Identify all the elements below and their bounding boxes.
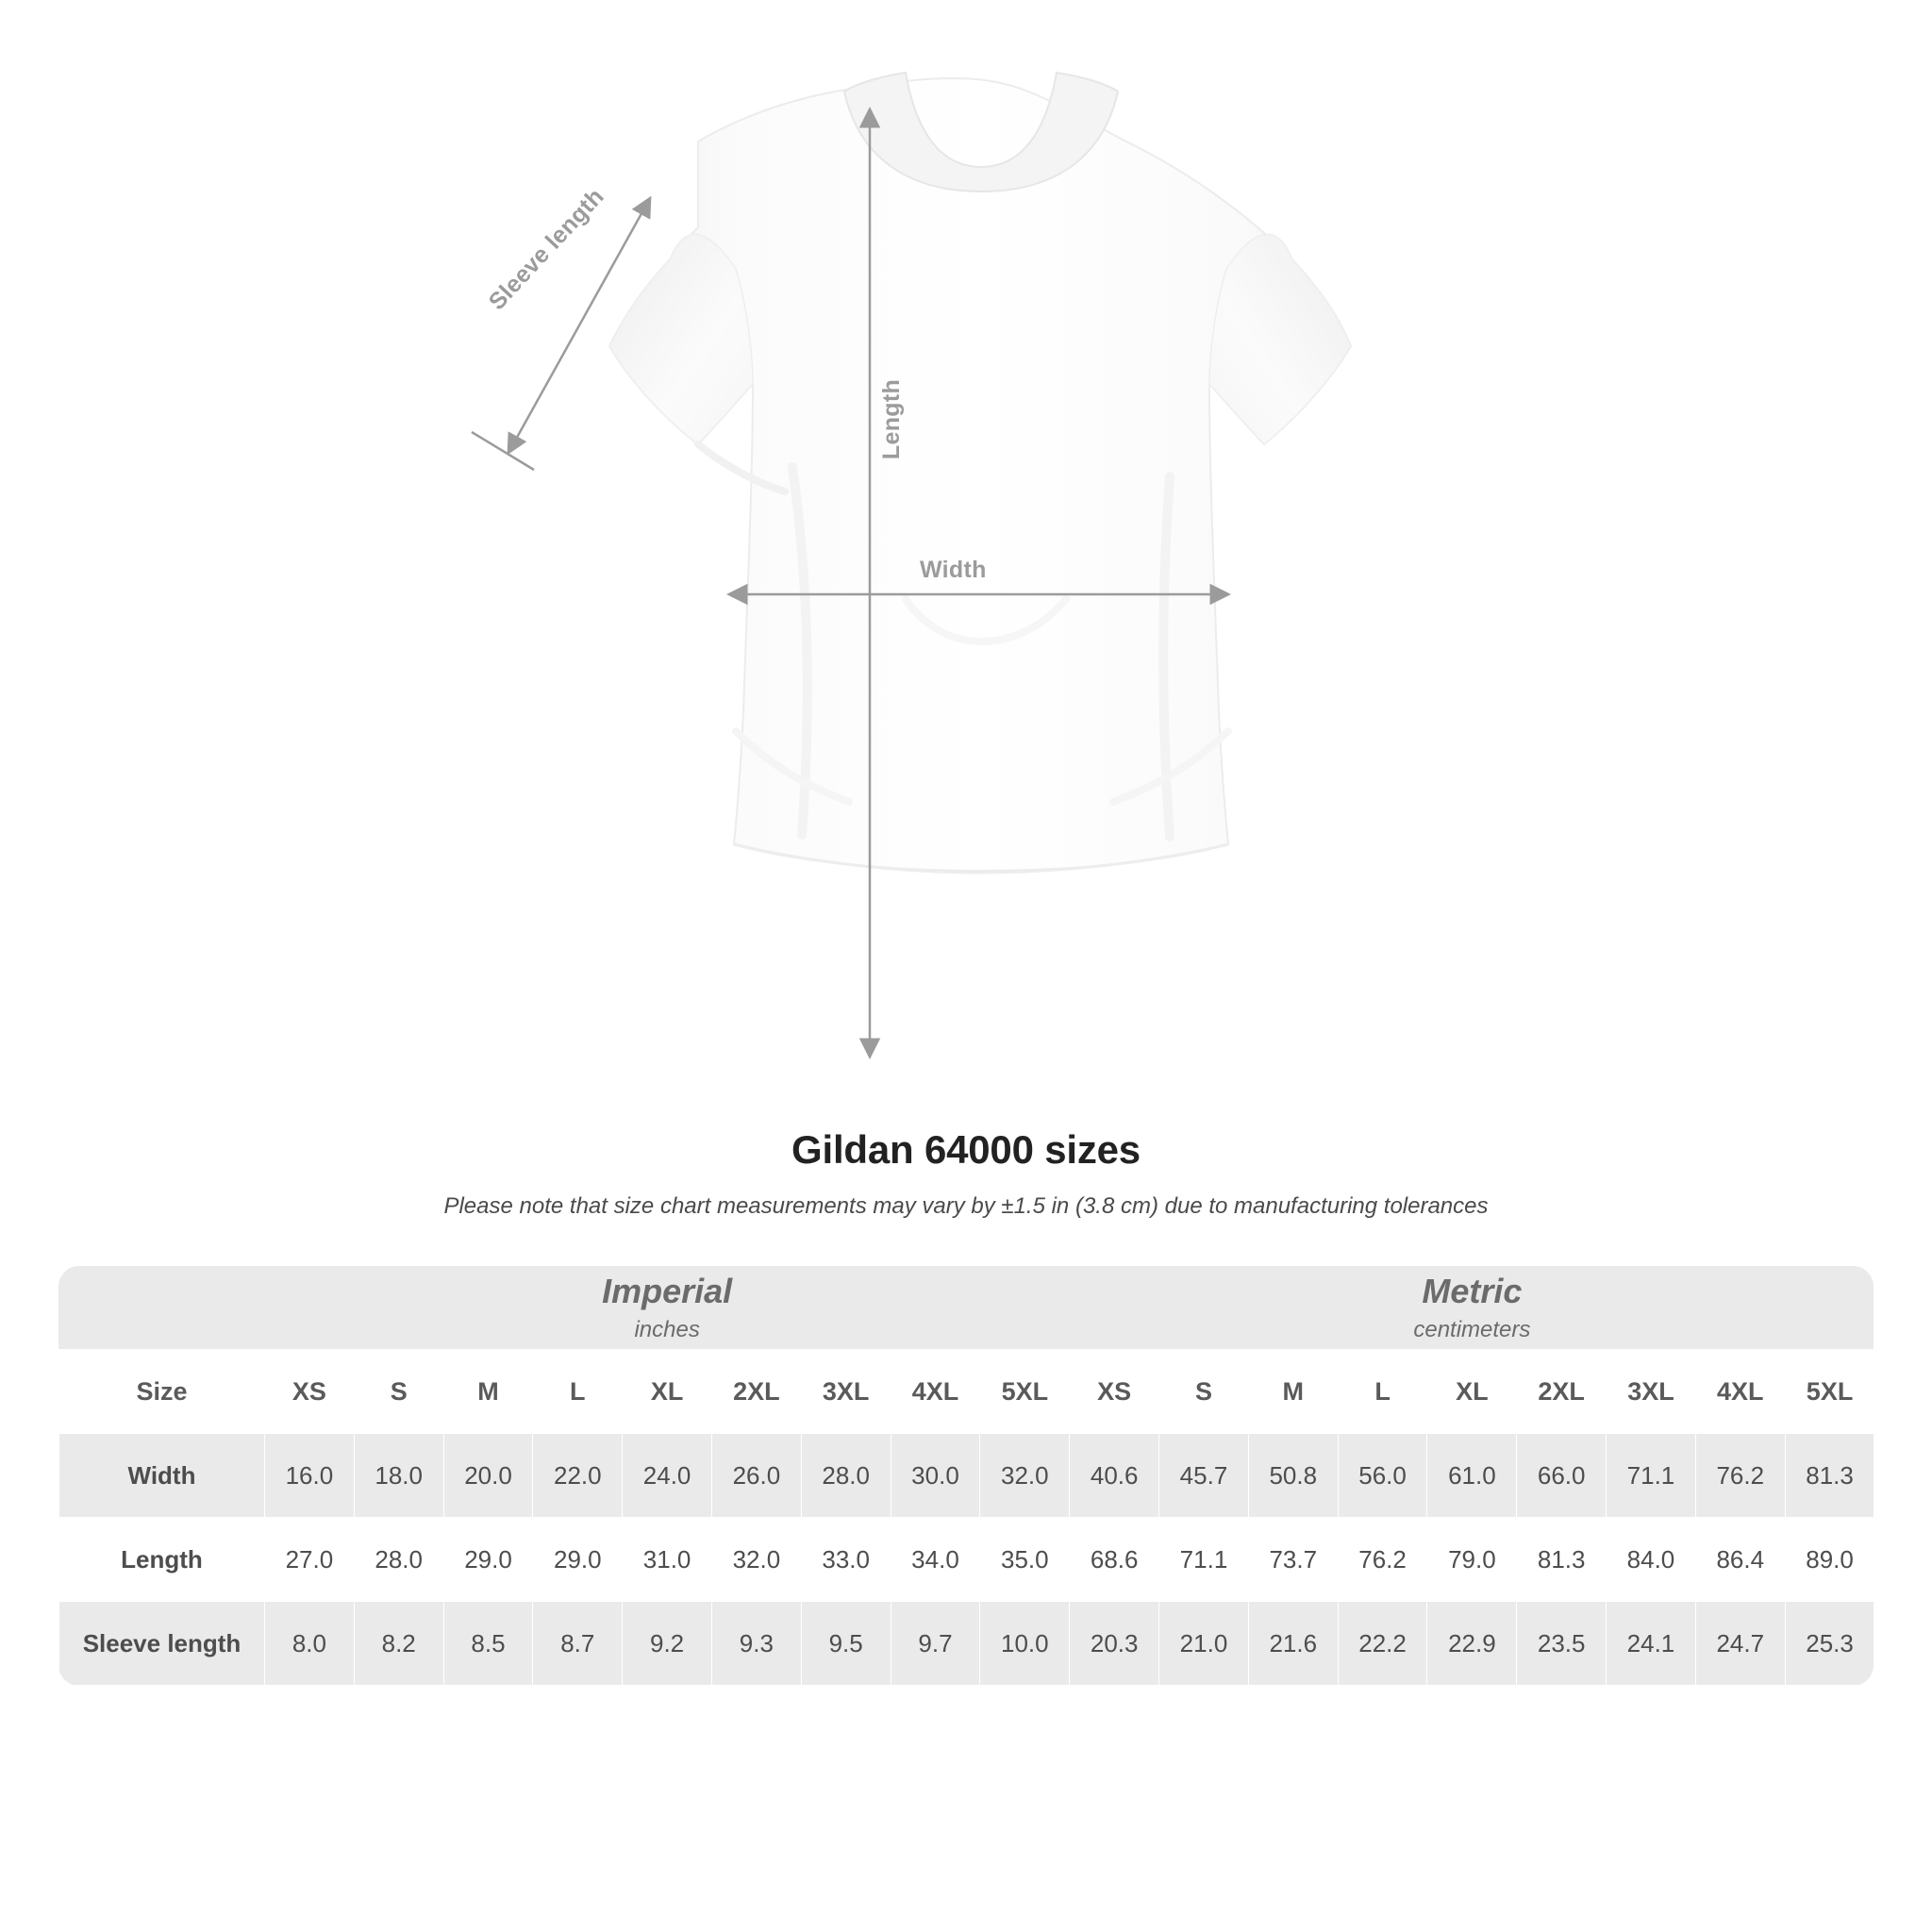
length-15: 84.0 [1607, 1518, 1696, 1602]
length-11: 73.7 [1248, 1518, 1338, 1602]
sleeve-0: 8.0 [265, 1602, 355, 1686]
size-col-13: XL [1427, 1350, 1517, 1434]
size-col-9: XS [1070, 1350, 1159, 1434]
row-label-sleeve-length: Sleeve length [59, 1602, 265, 1686]
sleeve-dimension-line [509, 200, 649, 451]
width-15: 71.1 [1607, 1434, 1696, 1518]
sleeve-16: 24.7 [1695, 1602, 1785, 1686]
width-8: 32.0 [980, 1434, 1070, 1518]
size-col-16: 4XL [1695, 1350, 1785, 1434]
unit-group-imperial [265, 1266, 1070, 1350]
size-table-container [58, 1266, 1874, 1686]
width-11: 50.8 [1248, 1434, 1338, 1518]
size-col-4: XL [623, 1350, 712, 1434]
size-col-3: L [533, 1350, 623, 1434]
length-2: 29.0 [443, 1518, 533, 1602]
width-6: 28.0 [801, 1434, 891, 1518]
sleeve-17: 25.3 [1785, 1602, 1874, 1686]
size-col-14: 2XL [1517, 1350, 1607, 1434]
unit-group-metric [1070, 1266, 1874, 1350]
size-col-10: S [1159, 1350, 1249, 1434]
sleeve-6: 9.5 [801, 1602, 891, 1686]
size-col-15: 3XL [1607, 1350, 1696, 1434]
table-header-row [59, 1350, 1874, 1434]
size-col-1: S [354, 1350, 443, 1434]
length-6: 33.0 [801, 1518, 891, 1602]
length-16: 86.4 [1695, 1518, 1785, 1602]
length-5: 32.0 [711, 1518, 801, 1602]
table-row [59, 1602, 1874, 1686]
width-0: 16.0 [265, 1434, 355, 1518]
sleeve-2: 8.5 [443, 1602, 533, 1686]
unit-metric-sublabel: centimeters [1413, 1316, 1531, 1342]
sleeve-11: 21.6 [1248, 1602, 1338, 1686]
unit-header-row [59, 1266, 1874, 1350]
width-7: 30.0 [891, 1434, 980, 1518]
label-sleeve-length: Sleeve length [483, 183, 609, 316]
table-row [59, 1518, 1874, 1602]
length-17: 89.0 [1785, 1518, 1874, 1602]
size-col-12: L [1338, 1350, 1427, 1434]
sleeve-10: 21.0 [1159, 1602, 1249, 1686]
size-col-8: 5XL [980, 1350, 1070, 1434]
width-3: 22.0 [533, 1434, 623, 1518]
sleeve-12: 22.2 [1338, 1602, 1427, 1686]
header-size: Size [59, 1350, 265, 1434]
page-title: Gildan 64000 sizes [791, 1127, 1141, 1172]
size-col-6: 3XL [801, 1350, 891, 1434]
sleeve-4: 9.2 [623, 1602, 712, 1686]
unit-metric-label: Metric [1422, 1272, 1523, 1311]
length-9: 68.6 [1070, 1518, 1159, 1602]
size-col-11: M [1248, 1350, 1338, 1434]
unit-imperial-label: Imperial [602, 1272, 733, 1311]
length-3: 29.0 [533, 1518, 623, 1602]
size-col-5: 2XL [711, 1350, 801, 1434]
width-1: 18.0 [354, 1434, 443, 1518]
sleeve-1: 8.2 [354, 1602, 443, 1686]
width-17: 81.3 [1785, 1434, 1874, 1518]
row-label-length: Length [59, 1518, 265, 1602]
row-label-width: Width [59, 1434, 265, 1518]
table-row [59, 1434, 1874, 1518]
sleeve-9: 20.3 [1070, 1602, 1159, 1686]
width-12: 56.0 [1338, 1434, 1427, 1518]
length-7: 34.0 [891, 1518, 980, 1602]
length-1: 28.0 [354, 1518, 443, 1602]
length-0: 27.0 [265, 1518, 355, 1602]
size-col-7: 4XL [891, 1350, 980, 1434]
width-16: 76.2 [1695, 1434, 1785, 1518]
label-length: Length [878, 378, 906, 460]
length-4: 31.0 [623, 1518, 712, 1602]
tolerance-note: Please note that size chart measurements may vary by ±1.5 in (3.8 cm) due to manufacturing tolerances [443, 1193, 1489, 1219]
sleeve-13: 22.9 [1427, 1602, 1517, 1686]
size-table [58, 1266, 1874, 1686]
width-5: 26.0 [711, 1434, 801, 1518]
sleeve-8: 10.0 [980, 1602, 1070, 1686]
width-14: 66.0 [1517, 1434, 1607, 1518]
width-13: 61.0 [1427, 1434, 1517, 1518]
size-col-2: M [443, 1350, 533, 1434]
sleeve-7: 9.7 [891, 1602, 980, 1686]
label-width: Width [920, 557, 987, 583]
length-10: 71.1 [1159, 1518, 1249, 1602]
width-9: 40.6 [1070, 1434, 1159, 1518]
sleeve-3: 8.7 [533, 1602, 623, 1686]
width-10: 45.7 [1159, 1434, 1249, 1518]
unit-imperial-sublabel: inches [634, 1316, 700, 1342]
length-13: 79.0 [1427, 1518, 1517, 1602]
length-14: 81.3 [1517, 1518, 1607, 1602]
sleeve-5: 9.3 [711, 1602, 801, 1686]
size-col-17: 5XL [1785, 1350, 1874, 1434]
width-4: 24.0 [623, 1434, 712, 1518]
length-8: 35.0 [980, 1518, 1070, 1602]
size-col-0: XS [265, 1350, 355, 1434]
width-2: 20.0 [443, 1434, 533, 1518]
sleeve-14: 23.5 [1517, 1602, 1607, 1686]
sleeve-15: 24.1 [1607, 1602, 1696, 1686]
length-12: 76.2 [1338, 1518, 1427, 1602]
title-block [0, 1127, 1932, 1220]
table-corner [59, 1266, 265, 1350]
